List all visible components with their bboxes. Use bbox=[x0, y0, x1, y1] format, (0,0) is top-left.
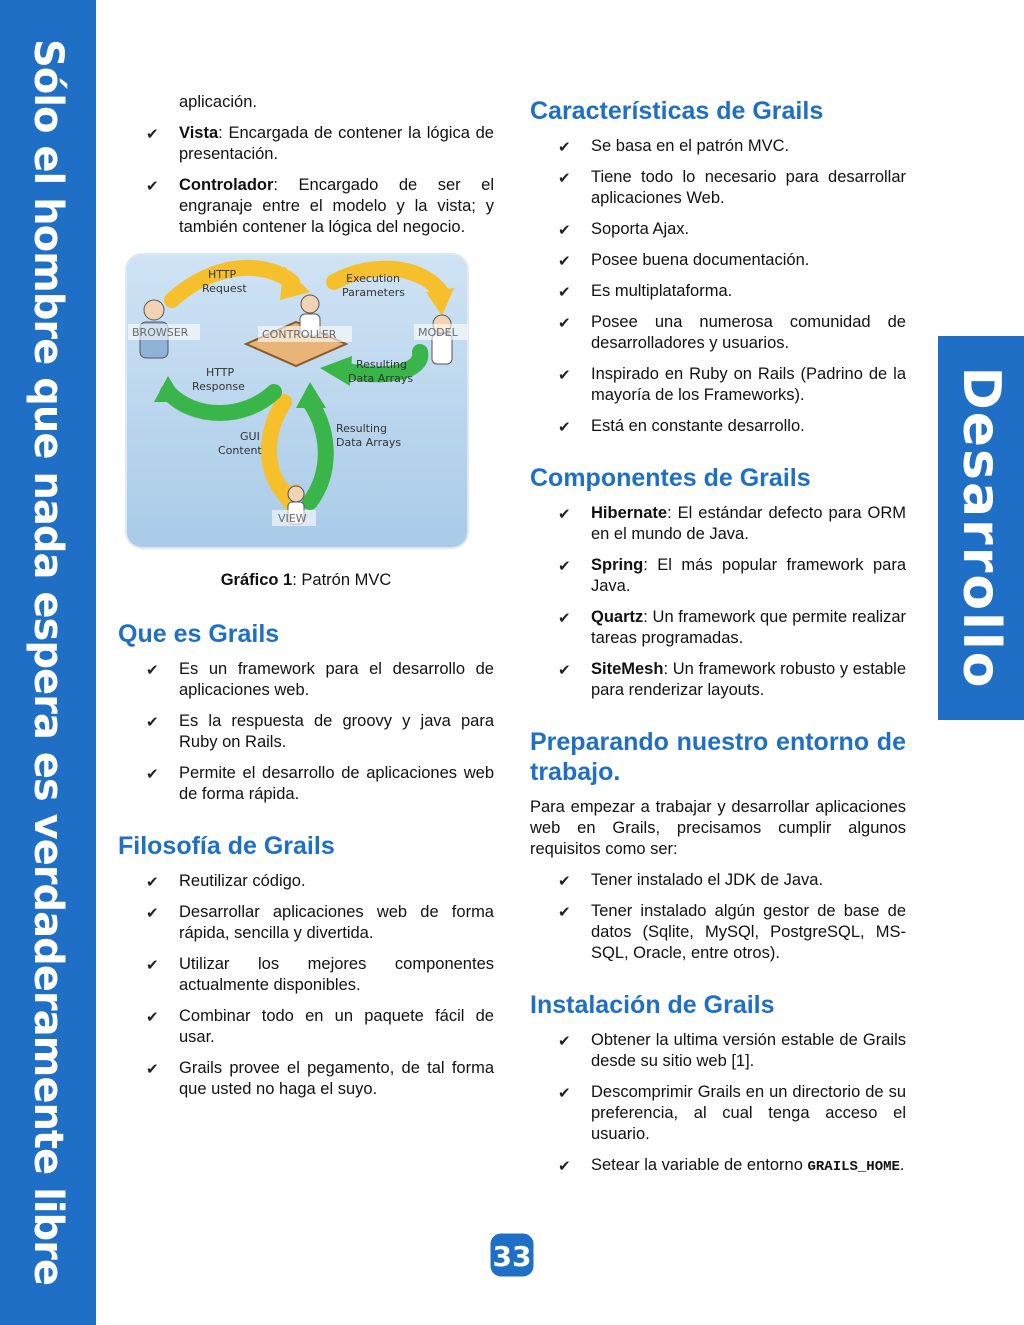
list-item: ✔ Tener instalado el JDK de Java. bbox=[558, 871, 824, 890]
list-item: ✔ Setear la variable de entorno GRAILS_HOME. bbox=[558, 1156, 905, 1175]
list-item: ✔ Tiene todo lo necesario para desarrollar aplicaciones Web. bbox=[558, 168, 906, 207]
svg-text:GUI Content: GUI Content bbox=[218, 430, 262, 457]
list-item: ✔ Vista: Encargada de contener la lógica de presentación. bbox=[146, 124, 494, 163]
preparando-list bbox=[530, 870, 906, 964]
check-icon: ✔ bbox=[558, 139, 571, 156]
list-item: ✔ Tener instalado algún gestor de base de datos (Sqlite, MySQl, PostgreSQL, MS-SQL, Oracle, entre otros). bbox=[558, 902, 906, 962]
figure-caption: Gráfico 1: Patrón MVC bbox=[220, 571, 392, 589]
check-icon: ✔ bbox=[558, 170, 571, 187]
svg-text:Execution Parameters: Execution Parameters bbox=[342, 272, 405, 299]
list-item: ✔ Es la respuesta de groovy y java para Ruby on Rails. bbox=[146, 712, 494, 751]
list-item: ✔ Permite el desarrollo de aplicaciones web de forma rápida. bbox=[146, 764, 494, 803]
page-number: 33 bbox=[492, 1240, 532, 1273]
list-item: ✔ SiteMesh: Un framework robusto y estable para renderizar layouts. bbox=[558, 660, 906, 699]
check-icon: ✔ bbox=[558, 284, 571, 301]
list-item: ✔ Se basa en el patrón MVC. bbox=[558, 137, 790, 156]
heading-preparando: Preparando nuestro entorno de trabajo. bbox=[530, 728, 906, 786]
svg-text:HTTP Request: HTTP Request bbox=[202, 268, 247, 295]
list-item: ✔ Spring: El más popular framework para Java. bbox=[558, 556, 906, 595]
list-item: ✔ Soporta Ajax. bbox=[558, 220, 690, 239]
check-icon: ✔ bbox=[558, 610, 571, 627]
list-item: ✔ Grails provee el pegamento, de tal forma que usted no haga el suyo. bbox=[146, 1059, 494, 1098]
list-item: ✔ Está en constante desarrollo. bbox=[558, 417, 805, 436]
svg-text:Resulting Data Arrays: Resulting Data Arrays bbox=[348, 358, 414, 385]
side-band bbox=[0, 0, 96, 1325]
list-item: ✔ Inspirado en Ruby on Rails (Padrino de la mayoría de los Frameworks). bbox=[558, 365, 906, 404]
left-column bbox=[118, 92, 494, 1110]
list-item: ✔ Hibernate: El estándar defecto para ORM en el mundo de Java. bbox=[558, 504, 906, 543]
check-icon: ✔ bbox=[558, 1085, 571, 1102]
list-item: ✔ Utilizar los mejores componentes actualmente disponibles. bbox=[146, 955, 494, 994]
check-icon: ✔ bbox=[146, 957, 159, 974]
list-item: ✔ Combinar todo en un paquete fácil de usar. bbox=[146, 1007, 494, 1046]
svg-text:Resulting Data Arrays: Resulting Data Arrays bbox=[336, 422, 402, 449]
check-icon: ✔ bbox=[558, 506, 571, 523]
right-column bbox=[530, 92, 906, 1188]
check-icon: ✔ bbox=[558, 253, 571, 270]
check-icon: ✔ bbox=[146, 662, 159, 679]
check-icon: ✔ bbox=[558, 662, 571, 679]
check-icon: ✔ bbox=[146, 1009, 159, 1026]
check-icon: ✔ bbox=[558, 558, 571, 575]
check-icon: ✔ bbox=[558, 1158, 571, 1175]
check-icon: ✔ bbox=[146, 905, 159, 922]
check-icon: ✔ bbox=[146, 766, 159, 783]
check-icon: ✔ bbox=[558, 367, 571, 384]
check-icon: ✔ bbox=[558, 873, 571, 890]
list-item: ✔ Es un framework para el desarrollo de aplicaciones web. bbox=[146, 660, 494, 699]
heading-que-es-grails: Que es Grails bbox=[118, 620, 280, 648]
instalacion-list bbox=[530, 1030, 906, 1178]
intro-text: aplicación. bbox=[179, 93, 257, 111]
que-es-list bbox=[118, 659, 494, 805]
section-tab-label: Desarrollo bbox=[951, 366, 1011, 690]
section-tab bbox=[938, 336, 1024, 720]
svg-text:HTTP Response: HTTP Response bbox=[192, 366, 245, 393]
check-icon: ✔ bbox=[146, 126, 159, 143]
side-band-quote: Sólo el hombre que nada espera es verdaderamente libre bbox=[25, 38, 71, 1286]
list-item: ✔ Posee buena documentación. bbox=[558, 251, 810, 270]
heading-filosofia: Filosofía de Grails bbox=[118, 832, 335, 860]
check-icon: ✔ bbox=[146, 714, 159, 731]
filosofia-list bbox=[118, 871, 494, 1100]
code-grails-home: GRAILS_HOME bbox=[807, 1159, 900, 1175]
heading-instalacion: Instalación de Grails bbox=[530, 991, 775, 1019]
mvc-diagram bbox=[124, 252, 470, 550]
page-number-badge bbox=[487, 1230, 537, 1280]
heading-componentes: Componentes de Grails bbox=[530, 464, 811, 492]
check-icon: ✔ bbox=[558, 222, 571, 239]
list-item: ✔ Desarrollar aplicaciones web de forma rápida, sencilla y divertida. bbox=[146, 903, 494, 942]
mvc-list bbox=[118, 123, 494, 238]
check-icon: ✔ bbox=[146, 874, 159, 891]
svg-text:MODEL: MODEL bbox=[418, 326, 458, 339]
list-item: ✔ Descomprimir Grails en un directorio de su preferencia, al cual tenga acceso el usuario. bbox=[558, 1083, 906, 1143]
list-item: ✔ Posee una numerosa comunidad de desarrolladores y usuarios. bbox=[558, 313, 906, 352]
list-item: ✔ Controlador: Encargado de ser el engranaje entre el modelo y la vista; y también contener la lógica del negocio. bbox=[146, 176, 494, 236]
preparando-intro: Para empezar a trabajar y desarrollar aplicaciones web en Grails, precisamos cumplir algunos requisitos como ser: bbox=[530, 798, 906, 858]
componentes-list bbox=[530, 503, 906, 701]
check-icon: ✔ bbox=[558, 1033, 571, 1050]
heading-caracteristicas: Características de Grails bbox=[530, 97, 824, 125]
check-icon: ✔ bbox=[146, 1061, 159, 1078]
svg-text:VIEW: VIEW bbox=[278, 512, 307, 525]
list-item: ✔ Obtener la ultima versión estable de Grails desde su sitio web [1]. bbox=[558, 1031, 906, 1070]
check-icon: ✔ bbox=[558, 419, 571, 436]
list-item: ✔ Reutilizar código. bbox=[146, 872, 306, 891]
caracteristicas-list bbox=[530, 136, 906, 437]
check-icon: ✔ bbox=[558, 904, 571, 921]
list-item: ✔ Quartz: Un framework que permite realizar tareas programadas. bbox=[558, 608, 906, 647]
svg-text:BROWSER: BROWSER bbox=[132, 326, 189, 339]
check-icon: ✔ bbox=[146, 178, 159, 195]
check-icon: ✔ bbox=[558, 315, 571, 332]
svg-text:CONTROLLER: CONTROLLER bbox=[262, 328, 337, 341]
list-item: ✔ Es multiplataforma. bbox=[558, 282, 733, 301]
